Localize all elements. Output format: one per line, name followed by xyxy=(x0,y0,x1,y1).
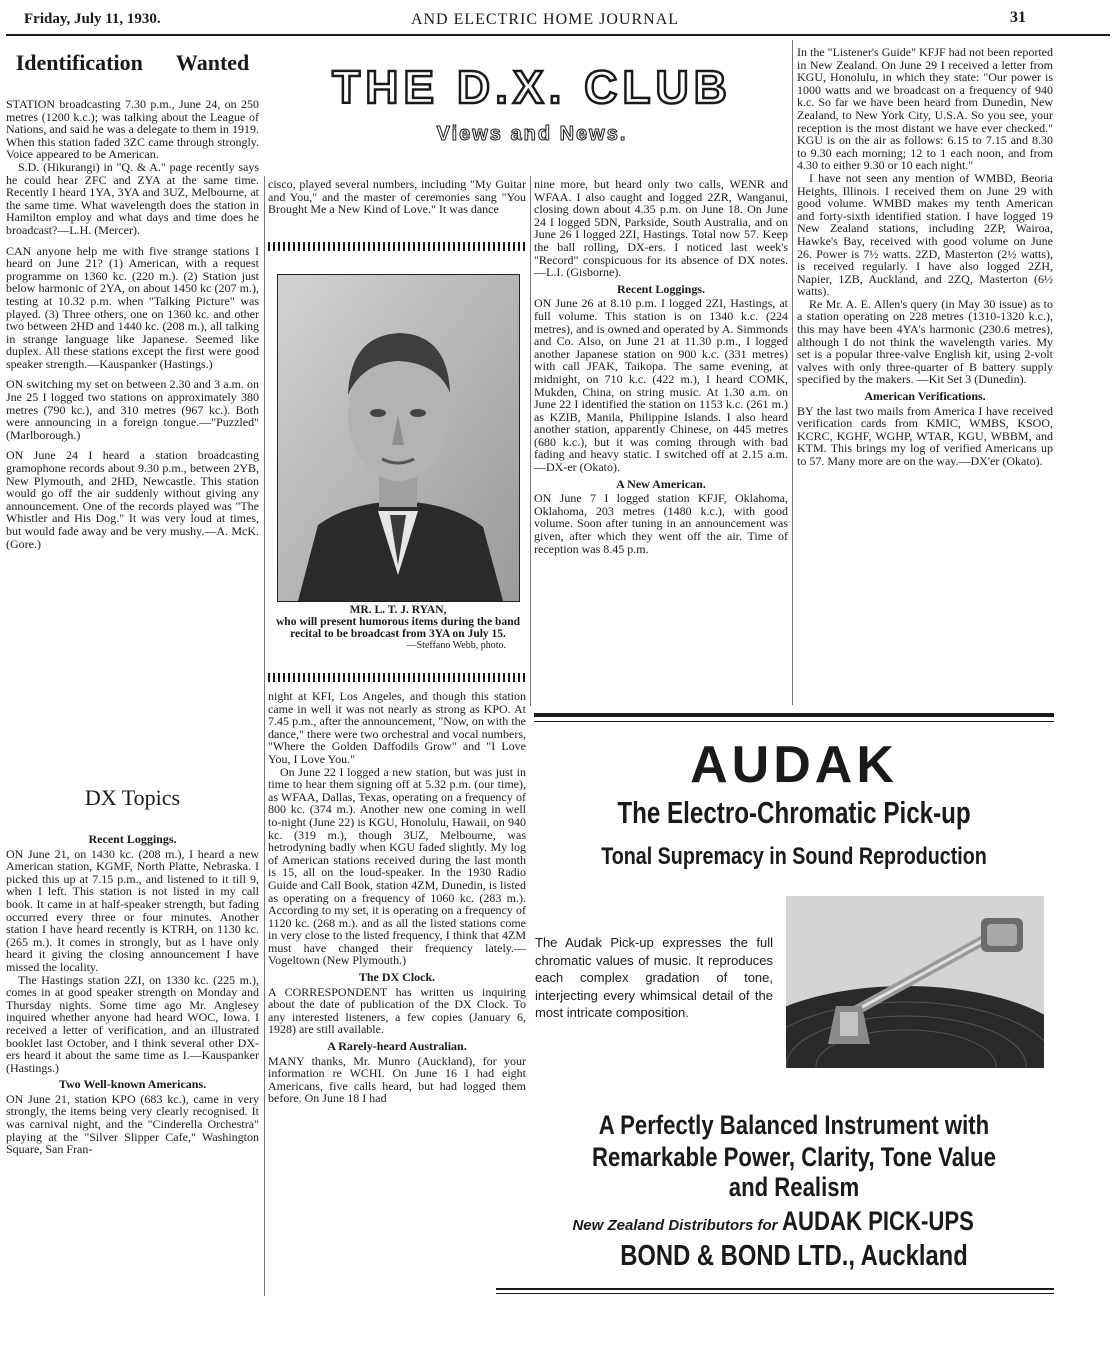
column-two-paragraph: night at KFI, Los Angeles, and though this station came in well it was not nearly as strong as KPO. At 7.45 p.m., after the announcement, "Now, on with the dance," there were two orchestral and vocal numbers, "Where the Golden Daffodils Grow" and "I Love You, I Love You." xyxy=(268,689,526,766)
dx-topics-paragraph: ON June 21, on 1430 kc. (208 m.), I heard a new American station, KGMF, North Platte, Nebraska. I picked this up at 7.15 p.m., and listened to it till 9, when I left. This station is not listed in my call book. It came in at half-speaker strength, but fading occurred every three or four minutes. Another station I have heard recently is KTRH, on 1130 kc. (265 m.). It comes in strongly, but as I have only heard it giving the closing announcement I have missed the locality. xyxy=(6,846,259,974)
column-four-paragraph: In the "Listener's Guide" KFJF had not been reported in New Zealand. On June 29 I received a letter from KGU, Honolulu, in which they state: "Our power is 1000 watts and we broadcast on a frequency of 940 k.c. So far we have been heard from Dunedin, New Zealand, to New York City, U.S.A. So you see, your reception is the most distant we have ever checked." KGU is on the air as follows: 6.15 to 7.15 and 8.30 to 9.30 each morning; 12 to 1 each noon, and from 4.30 to either 9.30 or 10 each night." xyxy=(797,45,1053,173)
ad-top-rule xyxy=(534,721,1054,722)
running-header-journal: AND ELECTRIC HOME JOURNAL xyxy=(410,11,680,28)
identification-paragraph: S.D. (Hikurangi) in "Q. & A." page recently says he could hear ZFC and ZYA at the same time. Recently I heard 1YA, 3YA and 3UZ, Melbourne, at the same time. What wavelength does the station in Hamilton employ and what days and time does he broadcast?—L.H. (Mercer). xyxy=(6,159,259,237)
hatched-rule xyxy=(268,673,526,682)
ad-company: BOND & BOND LTD., Auckland xyxy=(620,1240,968,1272)
hatched-rule xyxy=(268,242,526,251)
ad-distributors-prefix: New Zealand Distributors for xyxy=(572,1217,778,1234)
dx-club-subtitle: Views and News. xyxy=(436,123,628,145)
ad-headline: The Electro-Chromatic Pick-up xyxy=(617,795,971,830)
ad-bottom-rule xyxy=(496,1288,1054,1290)
pickup-image xyxy=(786,896,1044,1068)
column-two-paragraph: cisco, played several numbers, including "My Guitar and You," and the master of ceremonies sang "You Brought Me a New Kind of Love." It was dance xyxy=(268,177,526,217)
ad-top-rule xyxy=(534,713,1054,717)
column-two-paragraph: MANY thanks, Mr. Munro (Auckland), for your information re WCHI. On June 16 I had eight Americans, five calls heard, but had logged them before. On June 18 I had xyxy=(268,1053,526,1106)
column-three-paragraph: ON June 26 at 8.10 p.m. I logged 2ZI, Hastings, at full volume. This station is on 1340 k.c. (224 metres), and is owned and operated by A. Simmonds and Co. Also, on June 21 at 11.30 p.m., I logged another Japanese station on 900 k.c. (331 metres) with call JFAK, Taikopa. The same evening, at midnight, on 710 k.c. (422 m.), I heard COMK, Mukden, China, on string music. At 1.30 a.m. on June 22 I identified the station on 1153 k.c. (261 m.) as KZIB, Manila, Philippine Islands. I also heard another station, apparently Chinese, on 445 metres (680 k.c.), but it was coming through with bad fading and heavy static. I switched off at 2.15 a.m.—DX-er (Okato). xyxy=(534,296,788,475)
photo-caption xyxy=(272,604,524,652)
page-number: 31 xyxy=(1010,9,1026,26)
column-rule xyxy=(792,40,793,705)
identification-title: Identification Wanted xyxy=(15,50,250,75)
column-two-body xyxy=(268,690,526,1105)
dx-club-title: THE D.X. CLUB xyxy=(332,61,732,113)
dx-topics-paragraph: The Hastings station 2ZI, on 1330 kc. (225 m.), comes in at good speaker strength on Monday and Thursday nights. Some time ago Mr. Anglesey inquired whether anyone had heard WOC, Iowa. I received a letter of verification, and an illustrated booklet last October, and I think several other DX-ers heard it about the same time as I.—Kauspanker (Hastings.) xyxy=(6,972,259,1075)
caption-name: MR. L. T. J. RYAN, xyxy=(349,604,447,616)
portrait-photo xyxy=(277,274,520,602)
section-subhead: A New American. xyxy=(616,476,706,491)
identification-paragraph: ON switching my set on between 2.30 and 3 a.m. on Jne 25 I logged two stations on approximately 380 metres (790 kc.), and 310 metres (967 kc.). Both were announcing in a foreign tongue.—"Puzzled" (Marlborough.) xyxy=(6,377,259,442)
column-four xyxy=(797,46,1053,468)
ad-subhead: Tonal Supremacy in Sound Reproduction xyxy=(601,843,987,870)
dx-topics-paragraph: ON June 21, station KPO (683 kc.), came in very strongly, the items being very clearly recognised. It was carnival night, and the "Cinderella Orchestra" playing at the "Silver Slipper Cafe," Washington Square, San Fran- xyxy=(6,1091,259,1157)
identification-paragraph: STATION broadcasting 7.30 p.m., June 24, on 250 metres (1200 k.c.); was talking about the League of Nations, and said he was a delegate to them in 1919. When this station faded 3ZC came through strongly. Voice appeared to be American. xyxy=(6,97,259,162)
ad-body: The Audak Pick-up expresses the full chromatic values of music. It reproduces each complex gradation of tone, interjecting every whimsical detail of the most intricate composition. xyxy=(535,935,773,1020)
column-four-paragraph: I have not seen any mention of WMBD, Beoria Heights, Illinois. I received them on June 29 with good volume. WMBD makes my tenth American and forty-sixth identified station. I have logged 19 New Zealand stations, including 2ZP, Wairoa, Hawke's Bay, received with good volume on June 26. Power is 7½ watts. 2ZD, Masterton (2½ watts), is received regularly. I have also logged 2ZH, Napier, 1ZB, Auckland, and 2ZQ, Masterton (6½ watts). xyxy=(797,170,1053,299)
ad-distributors-line xyxy=(534,1206,1054,1237)
column-rule xyxy=(264,176,265,1296)
column-four-paragraph: BY the last two mails from America I have received verification cards from KMIC, WMBS, KSOO, KCRC, KGHF, WGHP, WTAR, KGU, WBBM, and KTM. This brings my log of verified Americans up to 57. Many more are on the way.—DX'er (Okato). xyxy=(797,403,1053,468)
column-identification xyxy=(6,50,259,550)
running-header-date: Friday, July 11, 1930. xyxy=(24,11,161,27)
ad-tagline-1: A Perfectly Balanced Instrument with xyxy=(598,1110,990,1140)
ad-tagline-3: and Realism xyxy=(728,1172,860,1202)
column-three-paragraph: ON June 7 I logged station KFJF, Oklahoma, Oklahoma, 203 metres (1480 k.c.), with good volume. Soon after tuning in an announcement was given, after which they went off the air. Time of reception was 8.45 p.m. xyxy=(534,491,788,556)
column-two-paragraph: On June 22 I logged a new station, but was just in time to hear them signing off at 5.32 p.m. (our time), as WFAA, Dallas, Texas, operating on a frequency of 800 kc. (374 m.). Another new one coming in well to-night (June 22) is KGU, Honolulu, Hawaii, on 940 kc. (319 m.), though 3UZ, Melbourne, was hetrodyning badly when KGU faded slightly. My log of American stations received during the last month is 15, all on the loud-speaker. In the 1930 Radio Guide and Call Book, station 4ZM, Dunedin, is listed as operating on a frequency of 1060 kc. (283 m.). According to my set, it is operating on a frequency of 1120 kc. (268 m.). and as all the listed stations come in very close to the listed frequency, I think that 4ZM must have changed their frequency lately.—Vogeltown (New Plymouth.) xyxy=(268,764,526,968)
section-subhead: American Verifications. xyxy=(864,389,986,404)
section-subhead: A Rarely-heard Australian. xyxy=(327,1039,467,1054)
identification-paragraph: CAN anyone help me with five strange stations I heard on June 21? (1) American, with a request programme on 1360 kc. (220 m.). (2) Station just below harmonic of 2YA, on about 1450 kc (207 m.), testing at 10.32 p.m. when "Talking Picture" was played. (3) Three others, one on 1360 kc. and other two between 2HD and 1440 kc. (208 m.), all talking in strange language like Japanese. Seemed like duplex. All these stations except the first were good speaker strength.—Kauspanker (Hastings.) xyxy=(6,243,259,371)
dx-topics-title: DX Topics xyxy=(84,785,181,810)
section-subhead: The DX Clock. xyxy=(358,970,436,985)
section-subhead: Two Well-known Americans. xyxy=(58,1077,207,1092)
ad-distributors-brand: AUDAK PICK-UPS xyxy=(781,1206,974,1236)
column-two-top xyxy=(268,178,526,216)
column-three xyxy=(534,178,788,555)
column-four-paragraph: Re Mr. A. E. Allen's query (in May 30 issue) as to a station operating on 228 metres (1310-1320 k.c.), this may have been 4YA's harmonic (230.6 metres), although I do not think the wavelength varies. My set is a popular three-valve English kit, using 2-volt valves with only three-quarter of B battery supply specified by the makers. —Kit Set 3 (Dunedin). xyxy=(797,296,1053,387)
pickup-illustration xyxy=(786,896,1044,1068)
column-dx-topics xyxy=(6,785,259,1156)
column-two-paragraph: A CORRESPONDENT has written us inquiring about the date of publication of the DX Clock. To any interested listeners, a few copies (January 6, 1928) are still available. xyxy=(268,984,526,1037)
portrait-illustration xyxy=(278,275,519,601)
ad-bottom-rule xyxy=(496,1293,1054,1294)
header-rule xyxy=(6,34,1110,36)
photo-credit: —Steffano Webb, photo. xyxy=(406,640,506,651)
ad-brand: AUDAK xyxy=(690,736,898,794)
caption-text: who will present humorous items during the band recital to be broadcast from 3YA on July 15. xyxy=(276,616,520,640)
section-subhead: Recent Loggings. xyxy=(88,832,177,846)
column-three-paragraph: nine more, but heard only two calls, WENR and WFAA. I also caught and logged 2ZR, Wanganui, closing down about 4.35 p.m. on June 18. On June 24 I logged 5DN, Parkside, South Australia, and on June 26 I logged 2ZI, Hastings. Total now 57. Keep the ball rolling, DX-ers. I noticed last week's "Record" conspicuous for its absence of DX notes.—L.I. (Gisborne). xyxy=(534,177,788,280)
ad-tagline-2: Remarkable Power, Clarity, Tone Value xyxy=(591,1142,997,1172)
section-subhead: Recent Loggings. xyxy=(617,281,705,296)
column-rule xyxy=(530,176,531,706)
identification-paragraph: ON June 24 I heard a station broadcasting gramophone records about 9.30 p.m., between 2YB, New Plymouth, and 2HD, Newcastle. This station would go off the air suddenly without giving any announcement. One of the records played was "The Whistler and His Dog." It was very loud at times, but would fade away and be very mushy.—A. McK. (Gore.) xyxy=(6,448,259,551)
